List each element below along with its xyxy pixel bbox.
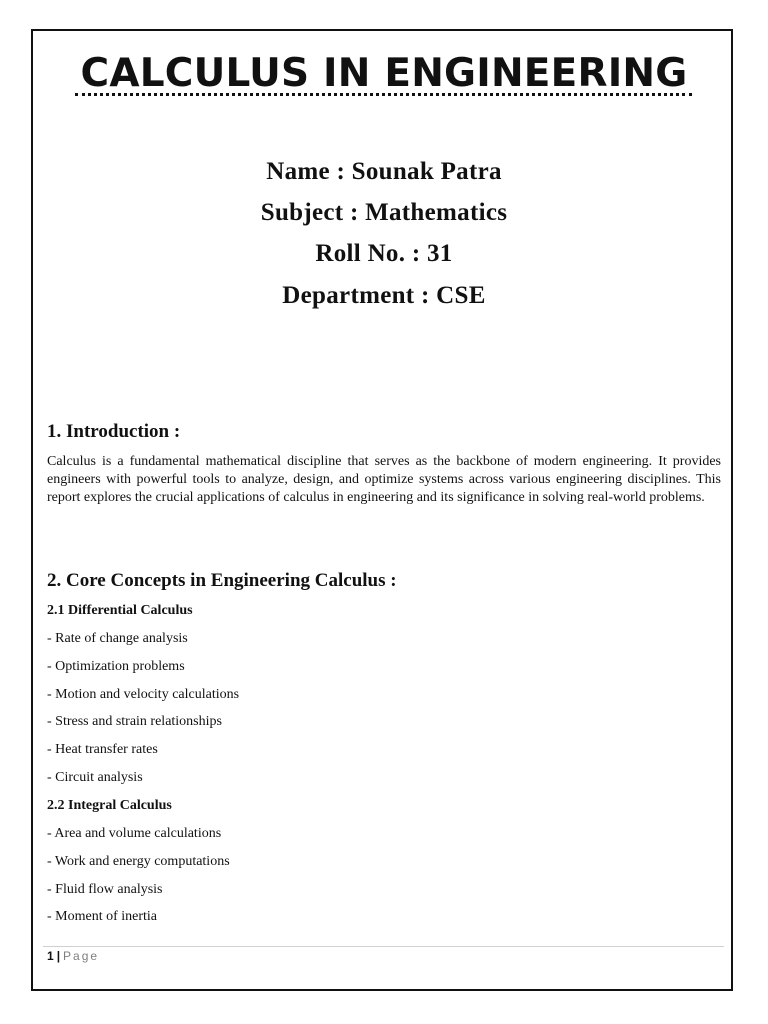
differential-calculus-heading: 2.1 Differential Calculus — [47, 603, 193, 618]
list-item: - Stress and strain relationships — [47, 714, 222, 729]
list-item: - Motion and velocity calculations — [47, 687, 240, 702]
list-item: - Heat transfer rates — [47, 742, 158, 757]
list-item: - Work and energy computations — [47, 854, 230, 869]
introduction-paragraph: Calculus is a fundamental mathematical discipline that serves as the backbone of modern engineering. It provides engineers with powerful tools to analyze, design, and optimize systems across various engineering disciplines. This report explores the crucial applications of calculus in engineering and its significance in solving real-world problems. — [47, 454, 721, 506]
list-item: - Rate of change analysis — [47, 631, 188, 646]
footer-separator: | — [56, 949, 61, 963]
author-name: Name : Sounak Patra — [266, 158, 502, 185]
subject-line: Subject : Mathematics — [260, 199, 508, 226]
page-footer — [47, 948, 99, 964]
integral-calculus-heading: 2.2 Integral Calculus — [47, 798, 172, 813]
list-item: - Area and volume calculations — [47, 826, 222, 841]
footer-divider — [43, 946, 724, 947]
document-title: CALCULUS IN ENGINEERING — [80, 51, 688, 96]
introduction-heading: 1. Introduction : — [47, 421, 181, 442]
list-item: - Fluid flow analysis — [47, 882, 163, 897]
department-line: Department : CSE — [282, 282, 486, 309]
title-underline — [75, 93, 692, 96]
page-number: 1 — [47, 949, 54, 963]
page-label: Page — [63, 949, 100, 963]
list-item: - Circuit analysis — [47, 770, 143, 785]
core-concepts-heading: 2. Core Concepts in Engineering Calculus : — [47, 570, 397, 591]
list-item: - Moment of inertia — [47, 909, 158, 924]
roll-number: Roll No. : 31 — [315, 240, 453, 267]
list-item: - Optimization problems — [47, 659, 185, 674]
